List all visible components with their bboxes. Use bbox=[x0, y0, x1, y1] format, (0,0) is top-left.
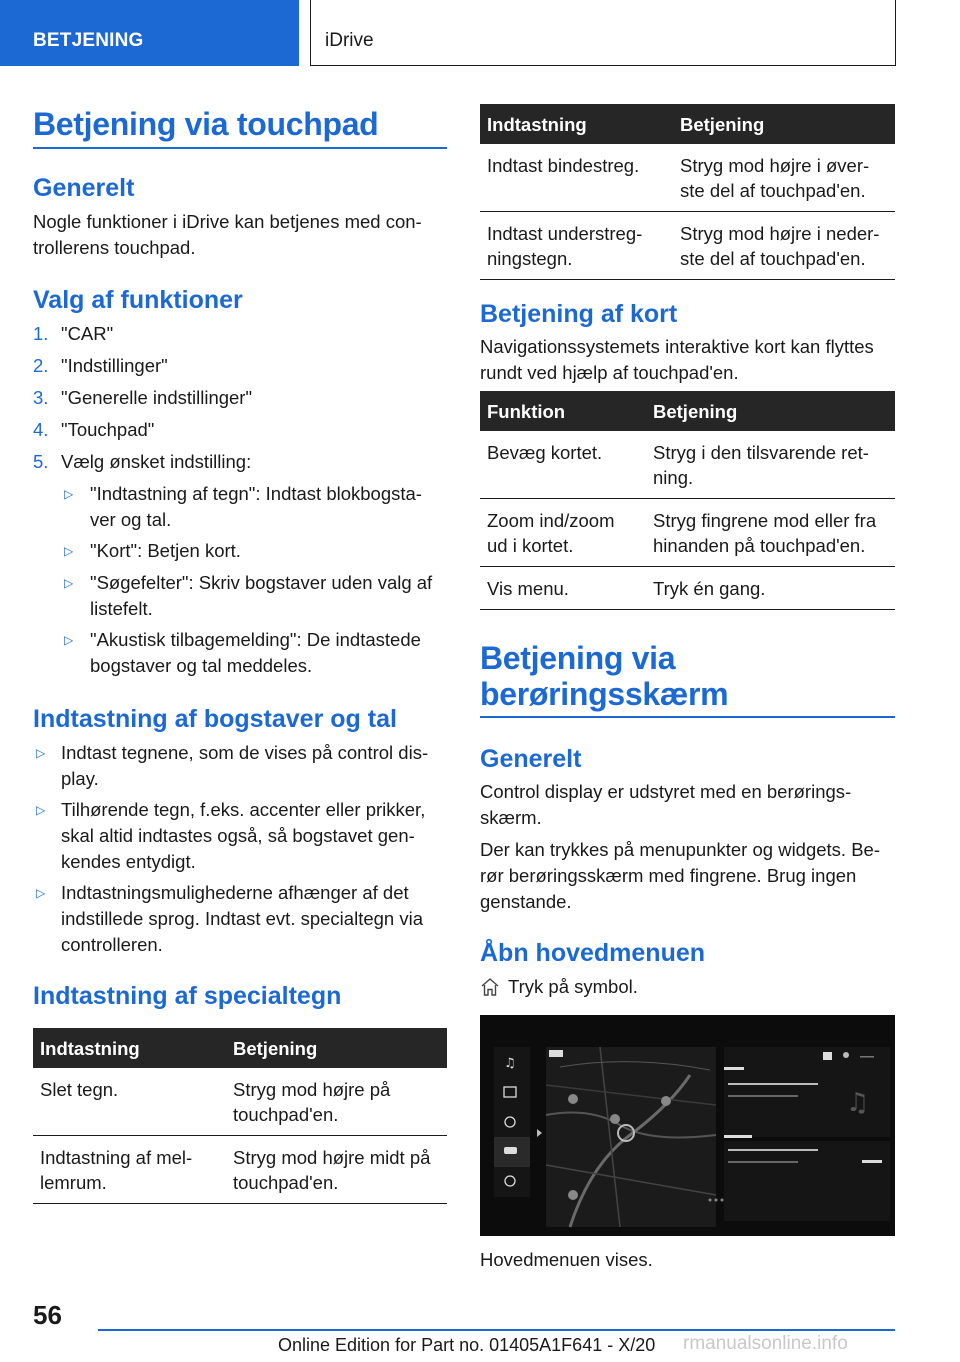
table-header-row bbox=[480, 391, 895, 431]
cell-text: Stryg mod højre i neder- bbox=[680, 223, 880, 244]
sub-bullet-line: "Søgefelter": Skriv bogstaver uden valg af bbox=[90, 572, 433, 593]
table-cell bbox=[646, 567, 895, 610]
svg-text:♫: ♫ bbox=[846, 1088, 870, 1118]
touch-title-line-1: Betjening via bbox=[480, 640, 676, 676]
table-cell bbox=[480, 499, 646, 567]
bullet-line: Indtast tegnene, som de vises på control dis- bbox=[61, 742, 429, 763]
page-number: 56 bbox=[33, 1300, 62, 1330]
table-header-cell: Betjening bbox=[673, 104, 895, 144]
cell-text: Stryg fingrene mod eller fra bbox=[653, 510, 877, 531]
step-number: 2. bbox=[33, 355, 49, 376]
sub-bullet-line: bogstaver og tal meddeles. bbox=[90, 655, 313, 676]
general-text-line-1: Nogle funktioner i iDrive kan betjenes med con- bbox=[33, 211, 422, 232]
table-row bbox=[480, 499, 895, 567]
footer-rule bbox=[98, 1329, 895, 1331]
map-text-line-2: rundt ved hjælp af touchpad'en. bbox=[480, 362, 739, 383]
table-cell bbox=[480, 567, 646, 610]
idrive-screenshot bbox=[480, 1015, 895, 1236]
cell-text: Slet tegn. bbox=[40, 1079, 119, 1100]
touch-text-line: rør berøringsskærm med fingrene. Brug ingen bbox=[480, 865, 857, 886]
table-row bbox=[480, 431, 895, 499]
table-header-cell: Indtastning bbox=[480, 104, 673, 144]
special-heading: Indtastning af specialtegn bbox=[33, 982, 342, 1010]
cell-text: Tryk én gang. bbox=[653, 578, 766, 599]
general-heading: Generelt bbox=[33, 174, 135, 202]
triangle-bullet-icon: ▷ bbox=[64, 576, 74, 590]
cell-text: ste del af touchpad'en. bbox=[680, 180, 866, 201]
table-cell bbox=[646, 499, 895, 567]
cell-text: Indtast understreg- bbox=[487, 223, 643, 244]
mainmenu-step: Tryk på symbol. bbox=[508, 976, 638, 997]
sub-bullet-line: "Indtastning af tegn": Indtast blokbogsta- bbox=[90, 483, 422, 504]
touch-text-line: Der kan trykkes på menupunkter og widgets. Be- bbox=[480, 839, 880, 860]
bullet-line: controlleren. bbox=[61, 934, 163, 955]
image-caption: Hovedmenuen vises. bbox=[480, 1249, 653, 1270]
bullet-line: play. bbox=[61, 768, 99, 789]
svg-text:♫: ♫ bbox=[504, 1056, 516, 1071]
cell-text: Stryg mod højre i øver- bbox=[680, 155, 870, 176]
watermark: rmanualsonline.info bbox=[683, 1333, 848, 1354]
map-text-line-1: Navigationssystemets interaktive kort kan flyttes bbox=[480, 336, 874, 357]
cell-text: Stryg mod højre på bbox=[233, 1079, 391, 1100]
select-heading: Valg af funktioner bbox=[33, 286, 243, 314]
letters-heading: Indtastning af bogstaver og tal bbox=[33, 705, 397, 733]
step-number: 5. bbox=[33, 451, 49, 472]
table-cell bbox=[646, 431, 895, 499]
table-header-row bbox=[33, 1028, 447, 1068]
bullet-line: skal altid indtastes også, så bogstavet gen- bbox=[61, 825, 415, 846]
step-text: "Touchpad" bbox=[61, 419, 155, 440]
sub-bullet-line: "Akustisk tilbagemelding": De indtastede bbox=[90, 629, 421, 650]
table-cell bbox=[480, 212, 673, 280]
table-cell bbox=[480, 431, 646, 499]
table-header-cell: Betjening bbox=[646, 391, 895, 431]
table-cell bbox=[480, 144, 673, 212]
cell-text: ud i kortet. bbox=[487, 535, 574, 556]
step-number: 4. bbox=[33, 419, 49, 440]
touch-text-line: Control display er udstyret med en berørings- bbox=[480, 781, 852, 802]
title-rule bbox=[33, 147, 447, 149]
special-table bbox=[33, 1028, 447, 1204]
map-heading: Betjening af kort bbox=[480, 300, 678, 328]
triangle-bullet-icon: ▷ bbox=[64, 487, 74, 501]
step-text: "CAR" bbox=[61, 323, 114, 344]
cell-text: Bevæg kortet. bbox=[487, 442, 603, 463]
cell-text: lemrum. bbox=[40, 1172, 107, 1193]
touch-title-line-2: berøringsskærm bbox=[480, 676, 729, 712]
step-number: 1. bbox=[33, 323, 49, 344]
table-header-row bbox=[480, 104, 895, 144]
cell-text: hinanden på touchpad'en. bbox=[653, 535, 866, 556]
touch-text-line: genstande. bbox=[480, 891, 572, 912]
idrive-main-menu-image bbox=[480, 1015, 895, 1236]
table-header-cell: Indtastning bbox=[33, 1028, 226, 1068]
mainmenu-heading: Åbn hovedmenuen bbox=[480, 939, 706, 967]
chapter-tab bbox=[310, 0, 896, 66]
page-title: Betjening via touchpad bbox=[33, 106, 379, 142]
section-label: BETJENING bbox=[33, 30, 144, 51]
chapter-label: iDrive bbox=[325, 30, 374, 51]
table-row bbox=[33, 1068, 447, 1136]
table-cell bbox=[33, 1068, 226, 1136]
step-number: 3. bbox=[33, 387, 49, 408]
table-cell bbox=[673, 144, 895, 212]
table-cell bbox=[673, 212, 895, 280]
general-text-line-2: trollerens touchpad. bbox=[33, 237, 196, 258]
step-text: "Generelle indstillinger" bbox=[61, 387, 253, 408]
bullet-line: Indtastningsmulighederne afhænger af det bbox=[61, 882, 409, 903]
triangle-bullet-icon: ▷ bbox=[36, 746, 46, 760]
bullet-line: kendes entydigt. bbox=[61, 851, 196, 872]
edition-text: Online Edition for Part no. 01405A1F641 - X/20 bbox=[278, 1335, 656, 1355]
cell-text: Indtast bindestreg. bbox=[487, 155, 640, 176]
sub-bullet-line: ver og tal. bbox=[90, 509, 172, 530]
input-table bbox=[480, 104, 895, 280]
table-row bbox=[480, 212, 895, 280]
home-icon bbox=[480, 977, 500, 997]
map-table bbox=[480, 391, 895, 610]
cell-text: Zoom ind/zoom bbox=[487, 510, 615, 531]
cell-text: Vis menu. bbox=[487, 578, 569, 599]
cell-text: touchpad'en. bbox=[233, 1104, 339, 1125]
touch-title-rule bbox=[480, 716, 895, 718]
table-header-cell: Betjening bbox=[226, 1028, 447, 1068]
section-tab bbox=[0, 0, 299, 66]
triangle-bullet-icon: ▷ bbox=[64, 544, 74, 558]
cell-text: Indtastning af mel- bbox=[40, 1147, 193, 1168]
table-cell bbox=[226, 1068, 447, 1136]
touch-text-line: skærm. bbox=[480, 807, 542, 828]
cell-text: touchpad'en. bbox=[233, 1172, 339, 1193]
triangle-bullet-icon: ▷ bbox=[36, 803, 46, 817]
cell-text: ningstegn. bbox=[487, 248, 573, 269]
step-text: Vælg ønsket indstilling: bbox=[61, 451, 252, 472]
cell-text: Stryg i den tilsvarende ret- bbox=[653, 442, 869, 463]
table-header-cell: Funktion bbox=[480, 391, 646, 431]
triangle-bullet-icon: ▷ bbox=[36, 886, 46, 900]
bullet-line: indstillede sprog. Indtast evt. specialtegn via bbox=[61, 908, 423, 929]
cell-text: Stryg mod højre midt på bbox=[233, 1147, 431, 1168]
table-cell bbox=[33, 1136, 226, 1204]
sub-bullet-line: "Kort": Betjen kort. bbox=[90, 540, 241, 561]
triangle-bullet-icon: ▷ bbox=[64, 633, 74, 647]
sub-bullet-line: listefelt. bbox=[90, 598, 153, 619]
table-cell bbox=[226, 1136, 447, 1204]
bullet-line: Tilhørende tegn, f.eks. accenter eller prikker, bbox=[61, 799, 426, 820]
table-row bbox=[480, 144, 895, 212]
table-row bbox=[480, 567, 895, 610]
cell-text: ning. bbox=[653, 467, 694, 488]
cell-text: ste del af touchpad'en. bbox=[680, 248, 866, 269]
touch-general-heading: Generelt bbox=[480, 745, 582, 773]
table-row bbox=[33, 1136, 447, 1204]
step-text: "Indstillinger" bbox=[61, 355, 168, 376]
